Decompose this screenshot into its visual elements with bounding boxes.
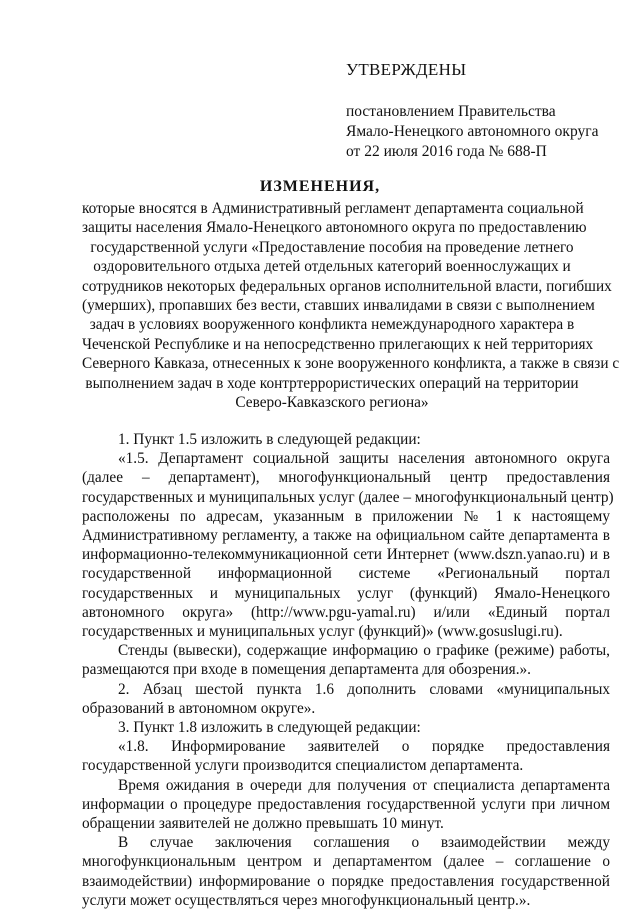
- body-line: образований в автономном округе».: [82, 699, 316, 717]
- body-line: (далее – департамент), многофункциональный центр предоставления: [82, 469, 610, 487]
- subtitle-line: выполнением задач в ходе контртеррористических операций на территории: [85, 374, 579, 392]
- body-line: Стенды (вывески), содержащие информацию о графике (режиме) работы,: [118, 642, 610, 660]
- approval-line: от 22 июля 2016 года № 688-П: [346, 143, 547, 160]
- body-line: информации о процедуре предоставления государственной услуги при личном: [82, 795, 610, 813]
- body-line: 1. Пункт 1.5 изложить в следующей редакции:: [118, 431, 421, 448]
- body-line: обращении заявителей не должно превышать 10 минут.: [82, 815, 444, 833]
- document-subtitle: [82, 199, 620, 412]
- body-line: государственных и муниципальных услуг (далее – многофункциональный центр): [82, 488, 614, 506]
- approval-line: Ямало-Ненецкого автономного округа: [346, 123, 599, 140]
- subtitle-line: государственной услуги «Предоставление пособия на проведение летнего: [90, 238, 574, 256]
- body-line: расположены по адресам, указанным в приложении № 1 к настоящему: [82, 507, 610, 525]
- body-line: государственной информационной системе «Региональный портал: [82, 565, 610, 583]
- body-line: взаимодействии) информирование о порядке предоставления государственной: [82, 872, 610, 890]
- body-line: Административному регламенту, а также на официальном сайте департамента в: [82, 527, 610, 545]
- body-line: «1.8. Информирование заявителей о порядке предоставления: [118, 738, 610, 756]
- document-body: [82, 430, 614, 910]
- approval-block: [346, 60, 616, 162]
- body-line: многофункциональным центром и департаментом (далее – соглашение о: [82, 853, 610, 871]
- approval-line: постановлением Правительства: [346, 103, 556, 120]
- body-line: информационно-телекоммуникационной сети Интернет (www.dszn.yanao.ru) и в: [82, 546, 610, 564]
- body-line: автономного округа» (http://www.pgu-yamal.ru) и/или «Единый портал: [82, 603, 610, 621]
- subtitle-line: Северного Кавказа, отнесенных к зоне вооруженного конфликта, а также в связи с: [82, 355, 620, 373]
- body-line: «1.5. Департамент социальной защиты населения автономного округа: [118, 450, 610, 468]
- body-line: Время ожидания в очереди для получения от специалиста департамента: [118, 776, 610, 794]
- body-line: услуги может осуществляться через многофункциональный центр.».: [82, 891, 531, 909]
- subtitle-line: которые вносятся в Административный регламент департамента социальной: [82, 200, 584, 217]
- subtitle-line: защиты населения Ямало-Ненецкого автономного округа по предоставлению: [82, 219, 587, 237]
- subtitle-line: задач в условиях вооруженного конфликта немеждународного характера в: [89, 316, 575, 334]
- body-line: государственных и муниципальных услуг (функций)» (www.gosuslugi.ru).: [82, 623, 563, 641]
- approval-heading: УТВЕРЖДЕНЫ: [346, 60, 467, 79]
- subtitle-line: Северо-Кавказского региона»: [235, 394, 429, 412]
- body-line: 3. Пункт 1.8 изложить в следующей редакции:: [118, 719, 421, 737]
- body-line: государственных и муниципальных услуг (функций) Ямало-Ненецкого: [82, 584, 610, 602]
- subtitle-line: оздоровительного отдыха детей отдельных категорий военнослужащих и: [93, 258, 571, 276]
- body-line: государственной услуги производится специалистом департамента.: [82, 757, 524, 775]
- subtitle-line: сотрудников некоторых федеральных органов исполнительной власти, погибших: [82, 277, 612, 295]
- body-line: размещаются при входе в помещения департамента для обозрения.».: [82, 661, 531, 679]
- subtitle-line: (умерших), пропавших без вести, ставших инвалидами в связи с выполнением: [82, 297, 595, 315]
- document-title: ИЗМЕНЕНИЯ,: [259, 178, 381, 195]
- subtitle-line: Чеченской Республике и на непосредственно прилегающих к ней территориях: [82, 335, 594, 353]
- body-line: 2. Абзац шестой пункта 1.6 дополнить словами «муниципальных: [118, 680, 610, 698]
- body-line: В случае заключения соглашения о взаимодействии между: [118, 834, 610, 852]
